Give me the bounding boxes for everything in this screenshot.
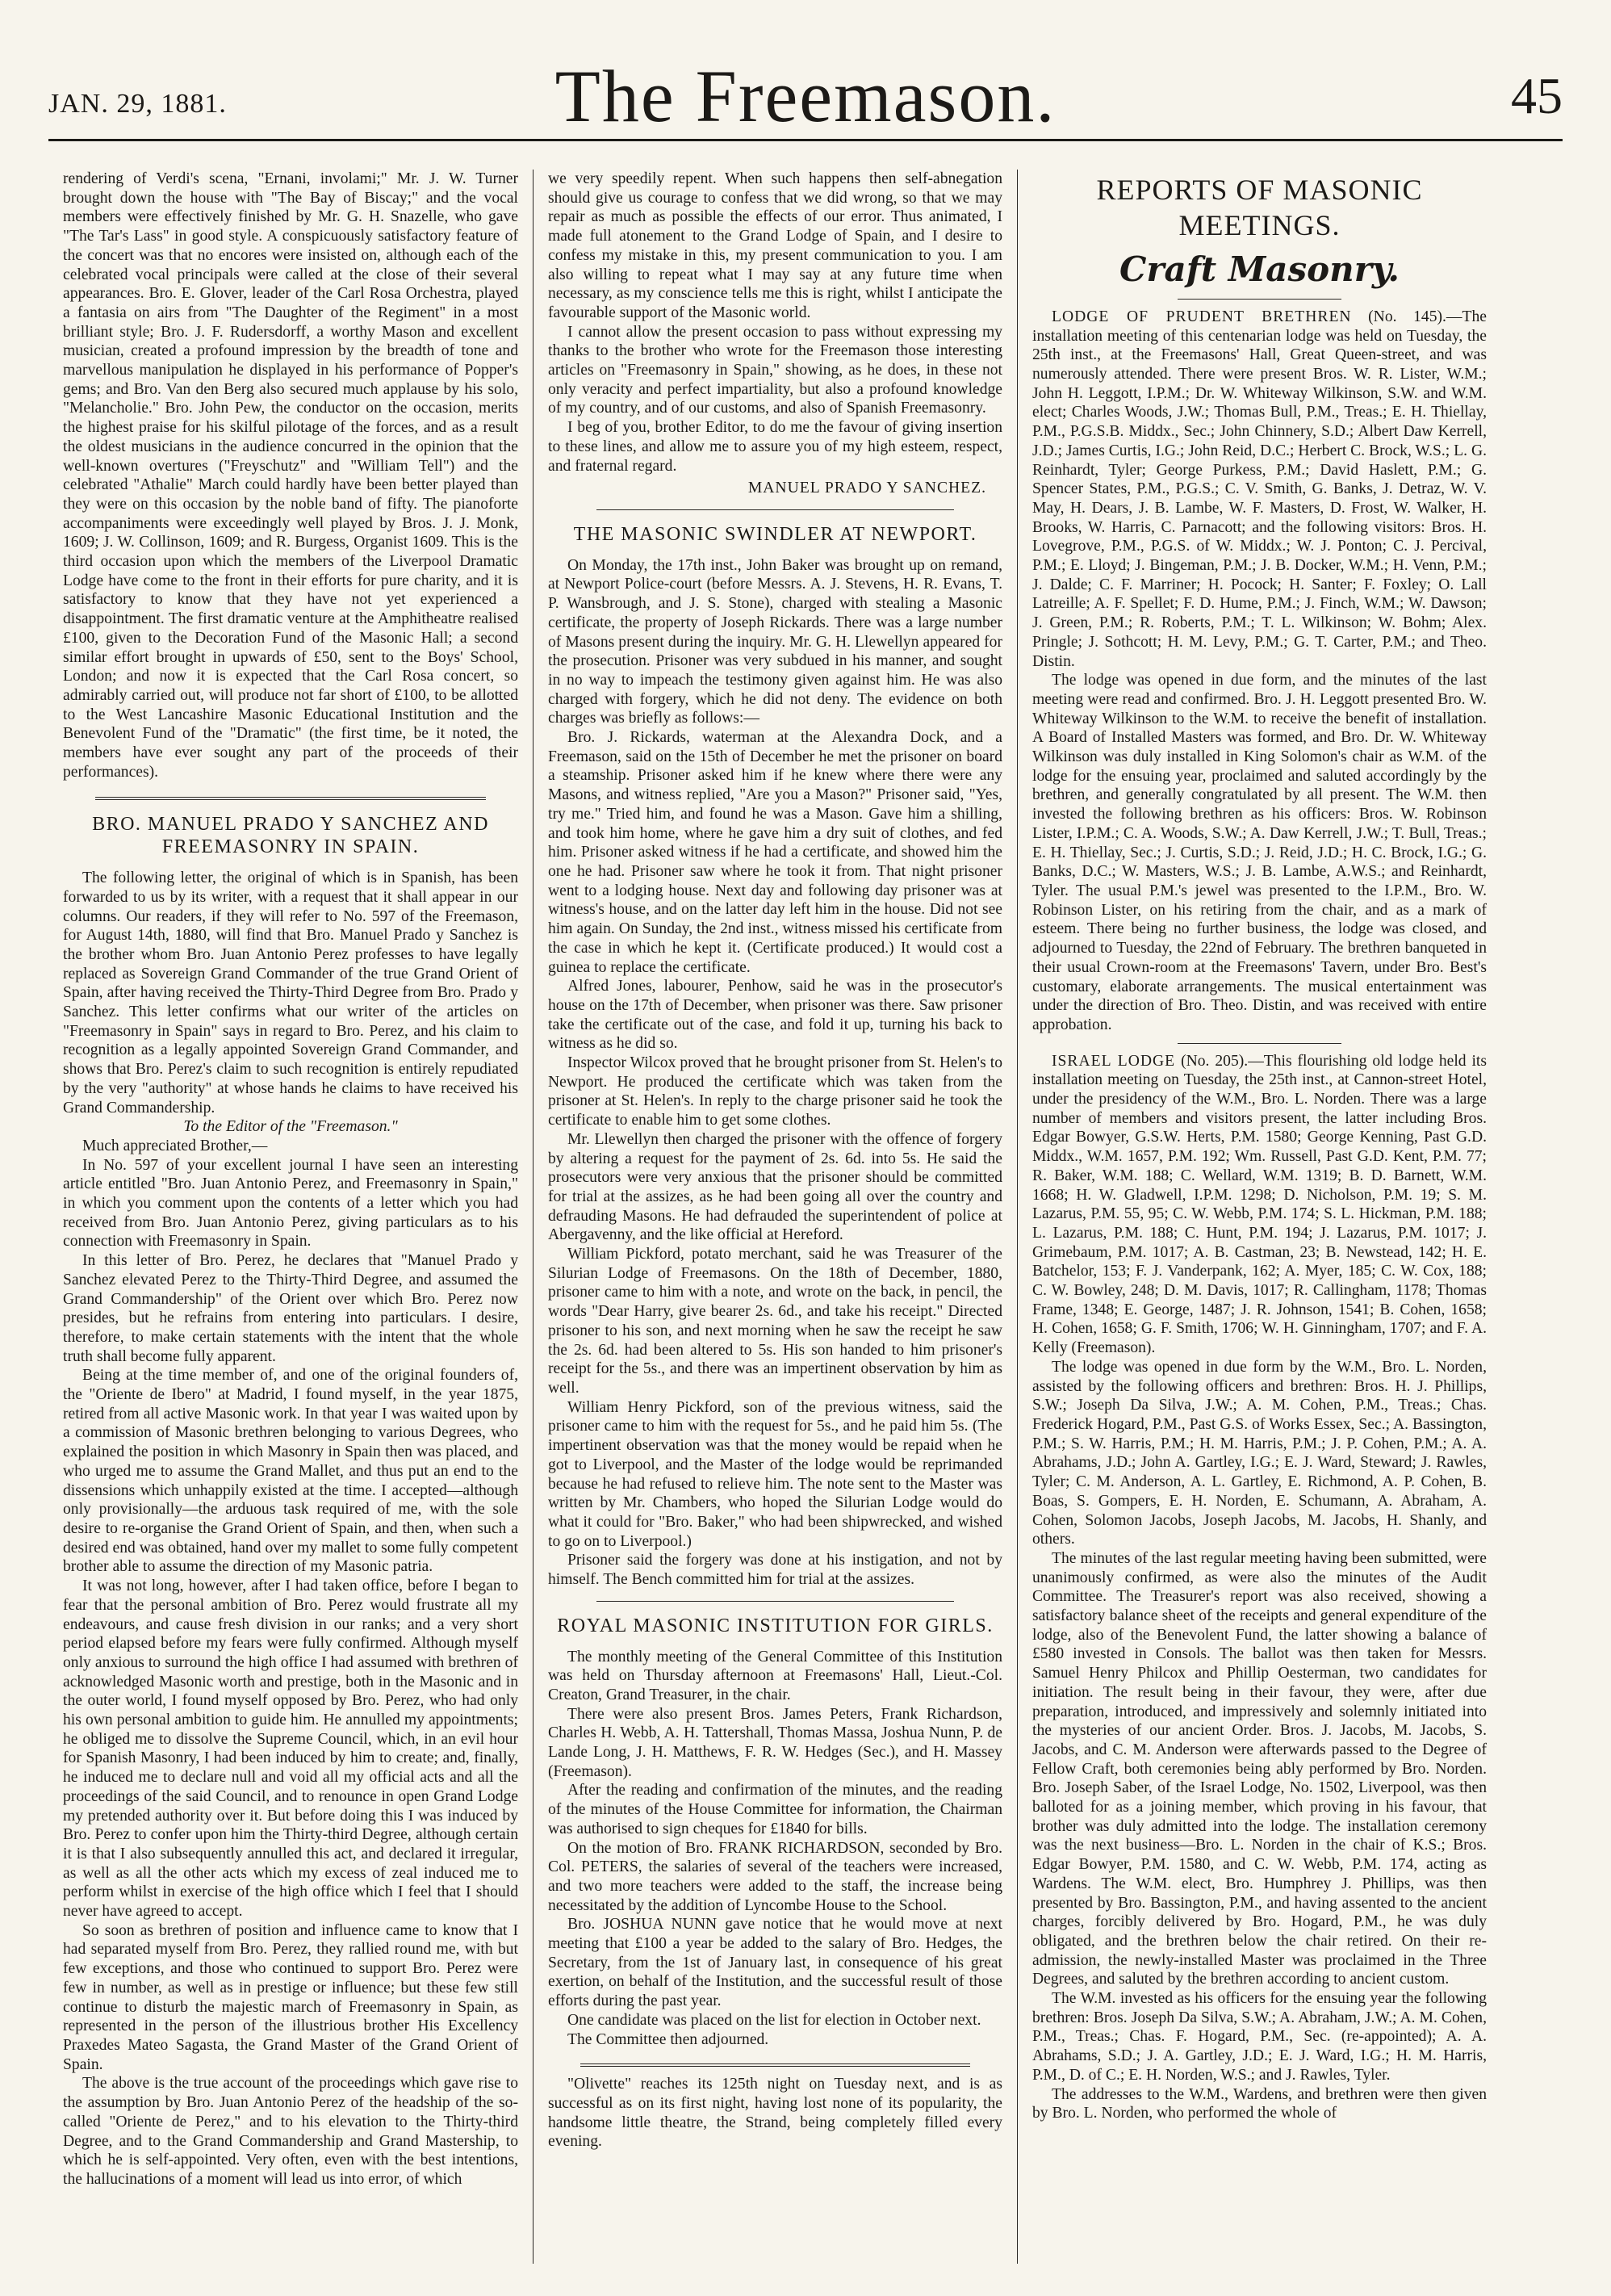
article-paragraph: There were also present Bros. James Peters, Frank Richardson, Charles H. Webb, A. H. Tattershall, Thomas Massa, Joshua Nunn, P. de Lande Long, J. H. Matthews, F. R. W. Hedges (Sec.), and H. Massey (Freemason).: [548, 1705, 1002, 1780]
column-3: [1017, 170, 1501, 2264]
article-paragraph: The minutes of the last regular meeting having been submitted, were unanimously confirmed, as were also the minutes of the Audit Committee. The Treasurer's report was also received, showing a satisfactory balance sheet of the receipts and general expenditure of the lodge, also of the Benevolent Fund, the latter showing a balance of £580 invested in Consols. The ballot was then taken for Messrs. Samuel Henry Philcox and Phillip Oesterman, two candidates for initiation. The result being in their favour, they were, after due preparation, introduced, and impressively and solemnly initiated into the mysteries of our ancient Order. Bros. J. Jacobs, M. Jacobs, S. Jacobs, and C. M. Anderson were afterwards passed to the Degree of Fellow Craft, both ceremonies being ably performed by Bro. Norden. Bro. Joseph Saber, of the Israel Lodge, No. 1502, Liverpool, was then balloted for as a joining member, which proving in his favour, that brother was duly admitted into the lodge. The installation ceremony was the next business—Bro. L. Norden in the chair of K.S.; Bros. Edgar Bowyer, P.M. 1580, and C. W. Webb, P.M. 174, acting as Wardens. The W.M. elect, Bro. Humphrey J. Phillips, was then presented by Bro. Bassington, P.M., and having assented to the ancient charges, forcibly delivered by Bro. Hogard, P.M., he was duly obligated, and the brethren below the chair retired. On their re-admission, the newly-installed Master was proclaimed in the Three Degrees, and saluted by the brethren according to ancient custom.: [1032, 1549, 1487, 1988]
article-paragraph: The W.M. invested as his officers for the ensuing year the following brethren: Bros. Joseph Da Silva, S.W.; A. Abraham, J.W.; A. M. Cohen, P.M., Treas.; Chas. F. Hogard, P.M., Sec. (re-appointed); A. A. Abrahams, S.D.; J. A. Gartley, J.D.; E. J. Ward, I.G.; H. M. Harris, P.M., D. of C.; E. H. Norden, W.S.; and J. Rawles, Tyler.: [1032, 1990, 1487, 2084]
lodge-number: (No. 145).: [1368, 308, 1446, 325]
lodge-report-prudent-brethren: [1032, 308, 1487, 671]
article-paragraph: Mr. Llewellyn then charged the prisoner with the offence of forgery by altering a request for the payment of 2s. 6d. into 5s. He said the prosecutors were very anxious that the prisoner should be committed for trial at the assizes, as he had been going all over the country and defrauding Masons. He had defrauded the superintendent of police at Abergavenny, and the like official at Hereford.: [548, 1130, 1002, 1244]
article-paragraph: Inspector Wilcox proved that he brought prisoner from St. Helen's to Newport. He produced the certificate which was taken from the prisoner at St. Helen's. In reply to the charge prisoner said he took the certificate to enable him to get some clothes.: [548, 1054, 1002, 1129]
article-paragraph: The addresses to the W.M., Wardens, and brethren were then given by Bro. L. Norden, who performed the whole of: [1032, 2085, 1487, 2122]
olivette-notice: "Olivette" reaches its 125th night on Tuesday next, and is as successful as on its first night, having lost none of its popularity, the handsome little theatre, the Strand, being completely filled every evening.: [548, 2076, 1002, 2151]
columns: [48, 170, 1563, 2264]
article-paragraph: The following letter, the original of which is in Spanish, has been forwarded to us by its writer, with a request that it shall appear in our columns. Our readers, if they will refer to No. 597 of the Freemason, for August 14th, 1880, will find that Bro. Manuel Prado y Sanchez is the brother whom Bro. Juan Antonio Perez professes to have legally replaced as Sovereign Grand Commander of the true Grand Orient of Spain, after having received the Thirty-Third Degree from Bro. Prado y Sanchez. This letter confirms what our writer of the articles on "Freemasonry in Spain" says in regard to Bro. Perez, and his claim to recognition as a legally appointed Sovereign Grand Commander, and shows that Bro. Perez's claim to such recognition is entirely repudiated by the very "authority" at whose hands he claims to have received his Grand Commandership.: [63, 869, 518, 1117]
section-divider: [1178, 1043, 1341, 1044]
letter-continued: we very speedily repent. When such happens then self-abnegation should give us courage to confess that we did wrong, so that we may repair as much as possible the effects of our error. Thus animated, I made full atonement to the Grand Lodge of Spain, and I desire to confess my mistake in this, my present communication to you. I am also willing to repeat what I may say at any future time when necessary, as my conscience tells me this is right, whilst I anticipate the favourable support of the Masonic world.: [548, 170, 1002, 321]
letter-addressee: To the Editor of the "Freemason.": [183, 1118, 398, 1136]
section-divider: [580, 2063, 970, 2067]
article-paragraph: In this letter of Bro. Perez, he declares that "Manuel Prado y Sanchez elevated Perez to the Thirty-Third Degree, and assumed the Grand Commandership" of the Orient over which Bro. Perez now presides, but he refrains from entering into particulars. I desire, therefore, to make certain statements with the intent that the whole truth shall become fully apparent.: [63, 1252, 518, 1365]
article-paragraph: On the motion of Bro. FRANK RICHARDSON, seconded by Bro. Col. PETERS, the salaries of several of the teachers were increased, and two more teachers were added to the staff, the increase being necessitated by the addition of Lyncombe House to the School.: [548, 1839, 1002, 1914]
masthead: [48, 48, 1563, 153]
section-divider: [1178, 299, 1341, 300]
lodge-report-text: —This flourishing old lodge held its installation meeting on Tuesday, the 25th inst., at Cannon-street Hotel, under the presidency of the W.M., Bro. L. Norden. There was a large number of members and visitors present, the latter including Bros. Edgar Bowyer, G.S.W. Herts, P.M. 1580; George Kenning, Past G.D. Middx., W.M. 1657, P.M. 192; Wm. Russell, Past G.D. Kent, P.M. 77; R. Baker, W.M. 188; C. Wellard, W.M. 1319; B. D. Barnett, W.M. 1668; H. W. Gladwell, I.P.M. 1298; D. Nicholson, P.M. 19; S. M. Lazarus, P.M. 55, 95; C. W. Webb, P.M. 174; S. L. Hickman, P.M. 188; L. Lazarus, P.M. 188; C. Hunt, P.M. 194; J. Lazarus, P.M. 1017; J. Grimebaum, P.M. 1017; A. B. Castman, 23; B. Newstead, 142; H. E. Batchelor, 153; F. J. Vanderpank, 162; A. Myer, 185; C. W. Cox, 188; C. W. Bowley, 248; D. M. Davis, 1017; R. Callingham, 1178; Thomas Frame, 1348; E. George, 1487; J. R. Johnson, 1541; B. Cohen, 1658; H. Cohen, 1658; G. F. Smith, 1706; W. H. Ginningham, 1707; and F. A. Kelly (Freemason).: [1032, 1052, 1487, 1357]
article-paragraph: Alfred Jones, labourer, Penhow, said he was in the prosecutor's house on the 17th of December, when prisoner was there. Saw prisoner take the certificate out of the case, and fold it up, turning his back to witness as he did so.: [548, 978, 1002, 1053]
article-paragraph: Bro. JOSHUA NUNN gave notice that he would move at next meeting that £100 a year be added to the salary of Bro. Hedges, the Secretary, from the 1st of January last, in consequence of his great exertion, on behalf of the Institution, and the successful result of those efforts during the past year.: [548, 1916, 1002, 2010]
article-paragraph: On Monday, the 17th inst., John Baker was brought up on remand, at Newport Police-court (before Messrs. A. J. Stevens, H. R. Evans, T. P. Wansbrough, and J. S. Stone), charged with stealing a Masonic certificate, the property of Joseph Rickards. There was a large number of Masons present during the inquiry. Mr. G. H. Llewellyn appeared for the prosecution. Prisoner was very subdued in his manner, and sought in no way to impeach the testimony given against him. He was also charged with forgery, which he did not deny. The evidence on both charges was briefly as follows:—: [548, 556, 1002, 727]
article-paragraph: So soon as brethren of position and influence came to know that I had separated myself from Bro. Perez, they rallied round me, with but few exceptions, and those who continued to support Bro. Perez were few in number, as well as in prestige or influence; but these few still continue to disturb the majestic march of Freemasonry in Spain, as represented in the person of the illustrious brother His Excellency Praxedes Mateo Sagasta, the Grand Master of the Grand Orient of Spain.: [63, 1921, 518, 2073]
letter-salutation: Much appreciated Brother,—: [82, 1137, 268, 1154]
article-paragraph: The Committee then adjourned.: [567, 2030, 769, 2048]
page-number: 45: [1511, 67, 1563, 124]
article-paragraph: William Pickford, potato merchant, said he was Treasurer of the Silurian Lodge of Freemasons. On the 18th of December, 1880, prisoner came to him with a note, and wrote on the back, in pencil, the words "Dear Harry, give bearer 2s. 6d., and take his receipt." Directed prisoner to his son, and next morning when he saw the receipt he saw the 2s. 6d. had been altered to 5s. His son handed to him prisoner's receipt for the 5s., and there was an impertinent observation by him as well.: [548, 1246, 1002, 1397]
column-2: [533, 170, 1017, 2264]
lodge-number: (No. 205).: [1181, 1052, 1249, 1070]
article-paragraph: One candidate was placed on the list for election in October next.: [567, 2011, 981, 2029]
section-divider: [596, 1601, 954, 1602]
section-heading-reports: REPORTS OF MASONIC MEETINGS.: [1096, 174, 1423, 241]
article-paragraph: Bro. J. Rickards, waterman at the Alexandra Dock, and a Freemason, said on the 15th of December he met the prisoner on board a steamship. Prisoner asked him if he knew where there were any Masons, and witness replied, "Are you a Mason?" Prisoner said, "Yes, try me." Tried him, and found he was a Mason. Gave him a shilling, and took him home, where he gave him a dry suit of clothes, and fed him. Prisoner asked witness if he had a certificate, and showed him the one he had. Prisoner saw where he took it from. That night prisoner went to a lodging house. Next day and following day prisoner was at witness's house, and on the latter day left him in the house. Did not see him again. On Sunday, the 2nd inst., witness missed his certificate from the case in which he kept it. (Certificate produced.) It would cost a guinea to replace the certificate.: [548, 729, 1002, 976]
newspaper-title: The Freemason.: [554, 55, 1057, 137]
article-paragraph: I beg of you, brother Editor, to do me the favour of giving insertion to these lines, and allow me to assure you of my high esteem, respect, and fraternal regard.: [548, 419, 1002, 475]
lodge-report-text: —The installation meeting of this centenarian lodge was held on Tuesday, the 25th inst., at the Freemasons' Hall, Great Queen-street, and was numerously attended. There were present Bros. W. R. Lister, W.M.; John H. Leggott, I.P.M.; Dr. W. Whiteway Wilkinson, S.W. and W.M. elect; Charles Woods, J.W.; Thomas Bull, P.M., Treas.; E. H. Thiellay, P.M., P.G.S.B. Middx., Sec.; John Chinnery, S.D.; Albert Daw Kerrell, J.D.; James Curtis, I.G.; John Reid, D.C.; Herbert C. Brock, W.S.; L. G. Reinhardt, Tyler; George Purkess, P.M.; David Haslett, P.M.; G. Spencer States, P.M., P.G.S.; C. V. Smith, G. Banks, J. Detraz, W. V. May, H. Dears, J. B. Lambe, W. F. Masters, D. Frost, W. Walker, H. Brooks, W. Harris, C. Parnacott; and the following visitors: Bros. H. Lovegrove, P.M., P.G.S. of W. Middx.; W. J. Ponton; C. J. Percival, P.M.; E. Lloyd; J. Bingeman, P.M.; J. B. Docker, W.M.; H. Venn, P.M.; J. Dalde; C. F. Marriner; H. Pocock; H. Santer; F. Foxley; O. Lall Latreille; A. F. Spellet; F. D. Hume, P.M.; J. Finch, W.M.; W. Dawson; J. Green, P.M.; R. Roberts, P.M.; T. L. Wilkinson; W. Bohm; Alex. Pringle; J. Sothcott; H. M. Levy, P.M.; G. T. Carter, P.M.; and Theo. Distin.: [1032, 308, 1487, 670]
section-divider: [95, 797, 486, 800]
article-paragraph: After the reading and confirmation of the minutes, and the reading of the minutes of the House Committee for information, the Chairman was authorised to sign cheques for £1840 for bills.: [548, 1782, 1002, 1837]
article-paragraph: In No. 597 of your excellent journal I have seen an interesting article entitled "Bro. Juan Antonio Perez, and Freemasonry in Spain," in which you comment upon the contents of a letter which you had received from Bro. Juan Antonio Perez, giving particulars as to his connection with Freemasonry in Spain.: [63, 1156, 518, 1251]
letter-signature: MANUEL PRADO Y SANCHEZ.: [747, 480, 986, 497]
column-1: [48, 170, 533, 2264]
lodge-name: ISRAEL LODGE: [1052, 1052, 1176, 1070]
section-divider: [596, 509, 954, 510]
article-paragraph: William Henry Pickford, son of the previous witness, said the prisoner came to him with the request for 5s., and he paid him 5s. (The impertinent observation was that the money would be repaid when he got to Liverpool, and the Master of the lodge would be reprimanded because he had refused to relieve him. The note sent to the Master was written by Mr. Chambers, who hoped the Silurian Lodge would do what it could for "Bro. Baker," who had been shipwrecked, and wished to go on to Liverpool.): [548, 1398, 1002, 1550]
article-heading-prado: BRO. MANUEL PRADO Y SANCHEZ AND FREEMASONRY IN SPAIN.: [92, 813, 489, 858]
lodge-name: LODGE OF PRUDENT BRETHREN: [1052, 308, 1352, 325]
article-paragraph: It was not long, however, after I had taken office, before I began to fear that the personal ambition of Bro. Perez would frustrate all my endeavours, and cause fresh division in our ranks; and a very short period elapsed before my fears were fully confirmed. Although myself only anxious to surround the high office I had assumed with brethren of acknowledged Masonic worth and prestige, both in the Masonic and in the outer world, I found myself opposed by Bro. Perez, who had only his own personal ambition to guide him. He annulled my appointments; he obliged me to dissolve the Supreme Council, which, in an evil hour for Spanish Masonry, I had been induced by him to create; and, finally, he induced me to declare null and void all my official acts and all the proceedings of the said Council, and to renounce in open Grand Lodge my pretended authority over it. But before doing this I was induced by Bro. Perez to confer upon him the Thirty-third Degree, although certain it is that I also subsequently annulled this act, and declared it irregular, as well as all the other acts which my excess of zeal induced me to perform whilst in exercise of the high office which I feel that I should never have agreed to accept.: [63, 1577, 518, 1921]
article-heading-girls-institution: ROYAL MASONIC INSTITUTION FOR GIRLS.: [557, 1615, 994, 1636]
article-paragraph: I cannot allow the present occasion to pass without expressing my thanks to the brother who wrote for the Freemason those interesting articles on "Freemasonry in Spain," showing, as he does, in these not only veracity and perfect impartiality, but also a profound knowledge of my country, and of our customs, and also of Spanish Freemasonry.: [548, 323, 1002, 417]
article-paragraph: The lodge was opened in due form, and the minutes of the last meeting were read and confirmed. Bro. J. H. Leggott presented Bro. W. Whiteway Wilkinson to the W.M. to receive the benefit of installation. A Board of Installed Masters was formed, and Bro. Dr. W. Whiteway Wilkinson was duly installed in King Solomon's chair as W.M. of the lodge for the ensuing year, proclaimed and saluted accordingly by the brethren, and generally congratulated by all present. The W.M. then invested the following brethren as his officers: Bros. W. Robinson Lister, I.P.M.; C. A. Woods, S.W.; A. Daw Kerrell, J.W.; T. Bull, Treas.; E. H. Thiellay, Sec.; J. Curtis, S.D.; J. Reid, J.D.; H. C. Brock, I.G.; G. Banks, D.C.; W. Masters, W.S.; J. B. Lambe, A.W.S.; and Reinhardt, Tyler. The usual P.M.'s jewel was presented to the I.P.M., Bro. W. Robinson Lister, on his retiring from the chair, and as a mark of esteem. There being no further business, the lodge was closed, and adjourned to Tuesday, the 22nd of February. The brethren banqueted in their usual Crown-room at the Freemasons' Tavern, under Bro. Best's customary, elaborate arrangements. The musical entertainment was under the direction of Bro. Theo. Distin, and was received with entire approbation.: [1032, 672, 1487, 1033]
article-paragraph: Being at the time member of, and one of the original founders of, the "Oriente de Ibero" at Madrid, I found myself, in the year 1875, retired from all active Masonic work. In that year I was waited upon by a commission of Masonic brethren belonging to various Degrees, who explained the position in which Masonry in Spain then was placed, and who urged me to assume the Grand Mallet, and thus put an end to the dissensions which unhappily existed at the time. I accepted—although only provisionally—the arduous task required of me, with the sole desire to re-organise the Grand Orient of Spain, and then, when such a desired end was obtained, hand over my mallet to some fully competent brother able to assume the direction of my Masonic patria.: [63, 1367, 518, 1576]
masthead-rule: [48, 139, 1563, 141]
article-paragraph: The above is the true account of the proceedings which gave rise to the assumption by Bro. Juan Antonio Perez of the headship of the so-called "Oriente de Perez," and to his elevation to the Thirty-third Degree, and to the Grand Commandership and Grand Mastership, to which he is self-appointed. Very often, even with the best intentions, the hallucinations of a moment will lead us into error, of which: [63, 2075, 518, 2188]
concert-report-continued: rendering of Verdi's scena, "Ernani, involami;" Mr. J. W. Turner brought down the house with "The Bay of Biscay;" and the vocal members were effectively finished by Mr. G. H. Snazelle, who gave "The Tar's Lass" in good style. A conspicuously satisfactory feature of the concert was that no encores were insisted on, although each of the celebrated vocal principals were called at the close of their several appearances. Bro. E. Glover, leader of the Carl Rosa Orchestra, played a fantasia on airs from "The Daughter of the Regiment" in a most brilliant style; Bro. J. F. Rudersdorff, a worthy Mason and excellent musician, created a profound impression by the breadth of tone and marvellous manipulation he displayed in his performance of Popper's gems; and Bro. Van den Berg also secured much applause by his solo, "Melancholie." Bro. John Pew, the conductor on the occasion, merits the highest praise for his skilful pilotage of the forces, and as a result the oldest musicians in the audience concurred in the opinion that the well-known overtures ("Freyschutz" and "William Tell") and the celebrated "Athalie" March could hardly have been better played than they were on this occasion by the noble band of fifty. The pianoforte accompaniments were exceedingly well played by Bros. J. J. Monk, 1609; J. W. Collinson, 1609; and R. Burgess, Organist 1609. This is the third occasion upon which the members of the Liverpool Dramatic Lodge have come to the front in their efforts for pure charity, and it is satisfactory to know that they have not yet experienced a disappointment. The first dramatic venture at the Amphitheatre realised £100, given to the Decoration Fund of the Masonic Hall; a second similar effort brought in upwards of £50, sent to the Boys' School, London; and now it is expected that the Carl Rosa concert, so admirably carried out, will produce not far short of £100, to be allotted to the West Lancashire Masonic Educational Institution and the Benevolent Fund of the "Dramatic" (the first time, be it noted, the members have ever sought any part of the proceeds of their performances).: [63, 170, 518, 781]
issue-date: JAN. 29, 1881.: [48, 89, 227, 119]
article-paragraph: Prisoner said the forgery was done at his instigation, and not by himself. The Bench committed him for trial at the assizes.: [548, 1552, 1002, 1589]
article-paragraph: The lodge was opened in due form by the W.M., Bro. L. Norden, assisted by the following officers and brethren: Bros. H. J. Phillips, S.W.; Joseph Da Silva, J.W.; A. M. Cohen, P.M., Treas.; Chas. Frederick Hogard, P.M., Past G.S. of Works Essex, Sec.; A. Bassington, P.M.; S. W. Harris, P.M.; H. M. Harris, P.M.; J. P. Cohen, P.M.; A. A. Abrahams, J.D.; John A. Gartley, I.G.; E. J. Ward, Steward; J. Rawles, Tyler; C. M. Anderson, A. L. Gartley, E. Richmond, A. P. Cohen, B. Boas, S. Gompers, E. H. Norden, E. Schumann, A. Abraham, A. Cohen, Solomon Jacobs, Joseph Jacobs, M. Jacobs, H. Shanly, and others.: [1032, 1358, 1487, 1548]
article-heading-swindler: THE MASONIC SWINDLER AT NEWPORT.: [573, 523, 977, 545]
section-subheading-craft: Craft Masonry.: [1119, 249, 1400, 290]
lodge-report-israel: [1032, 1052, 1487, 1358]
article-paragraph: The monthly meeting of the General Committee of this Institution was held on Thursday afternoon at Freemasons' Hall, Lieut.-Col. Creaton, Grand Treasurer, in the chair.: [548, 1648, 1002, 1703]
